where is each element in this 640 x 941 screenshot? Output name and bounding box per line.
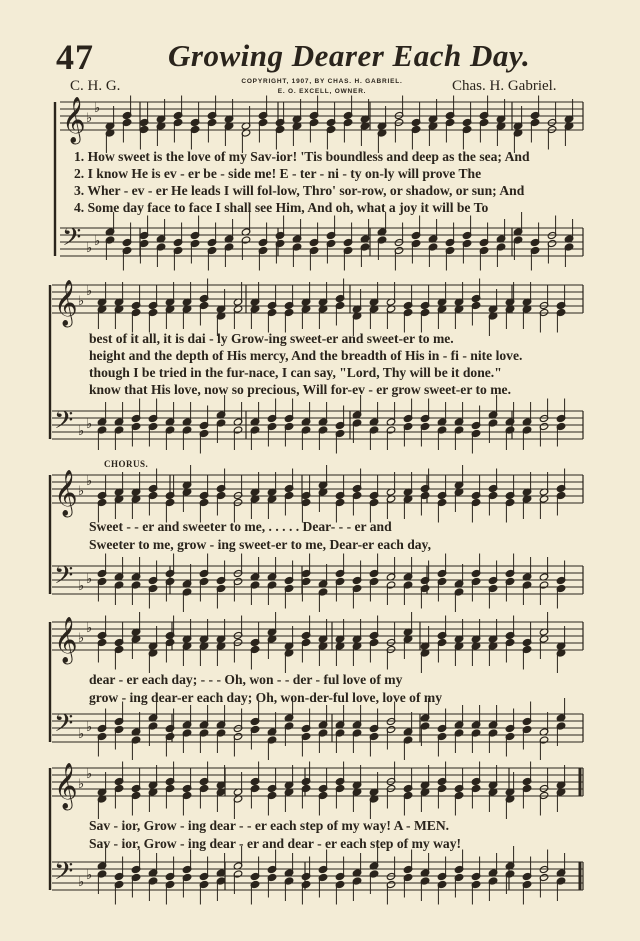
flat-icon: ♭: [78, 777, 85, 792]
bass-clef-icon: 𝄢: [54, 406, 74, 441]
flat-icon: ♭: [86, 767, 93, 782]
verse-1-line-2: best of it all, it is dai - ly Grow-ing sweet-er and sweet-er to me.: [89, 331, 454, 346]
flat-icon: ♭: [78, 727, 85, 742]
treble-clef-icon: 𝄞: [62, 97, 86, 143]
copyright-line-2: E. O. EXCELL, OWNER.: [277, 88, 367, 95]
flat-icon: ♭: [86, 474, 93, 489]
chorus-label: CHORUS.: [104, 459, 149, 469]
chorus-line-1-soprano: Sweet - - er and sweeter to me, . . . . . Dear- - - er and: [89, 519, 392, 534]
verse-2-line-2: height and the depth of His mercy, And the breadth of His in - fi - nite love.: [89, 348, 523, 363]
flat-icon: ♭: [86, 417, 93, 432]
flat-icon: ♭: [78, 579, 85, 594]
flat-icon: ♭: [86, 284, 93, 299]
flat-icon: ♭: [78, 424, 85, 439]
flat-icon: ♭: [86, 621, 93, 636]
bass-clef-icon: 𝄢: [54, 857, 74, 892]
verse-1-line-1: 1. How sweet is the love of my Sav-ior! 'Tis boundless and deep as the sea; And: [74, 149, 530, 164]
hymn-number: 47: [56, 37, 94, 77]
treble-clef-icon: 𝄞: [54, 763, 78, 809]
flat-icon: ♭: [86, 572, 93, 587]
verse-4-line-1: 4. Some day face to face I shall see Him, And oh, what a joy it will be To: [74, 200, 489, 215]
lyricist-credit: C. H. G.: [70, 78, 121, 94]
chorus-line-2-bass: grow - ing dear-er each day; Oh, won-der-ful love, love of my: [89, 690, 443, 705]
chorus-line-2-soprano: dear - er each day; - - - Oh, won - - der - ful love of my: [89, 672, 403, 687]
verse-2-line-1: 2. I know He is ev - er be - side me! E - ter - ni - ty on-ly will prove The: [74, 166, 482, 181]
treble-clef-icon: 𝄞: [54, 470, 78, 516]
bass-clef-icon: 𝄢: [54, 709, 74, 744]
flat-icon: ♭: [86, 720, 93, 735]
composer-credit: Chas. H. Gabriel.: [452, 78, 557, 94]
flat-icon: ♭: [94, 101, 101, 116]
treble-clef-icon: 𝄞: [54, 617, 78, 663]
verse-3-line-1: 3. Wher - ev - er He leads I will fol-low, Thro' sor-row, or shadow, or sun; And: [74, 183, 525, 198]
flat-icon: ♭: [86, 241, 93, 256]
bass-clef-icon: 𝄢: [62, 223, 82, 258]
bass-clef-icon: 𝄢: [54, 561, 74, 596]
chorus-line-3-bass: Sav - ior, Grow - ing dear - er and dear - er each step of my way!: [89, 836, 462, 851]
flat-icon: ♭: [78, 294, 85, 309]
verse-3-line-2: though I be tried in the fur-nace, I can say, "Lord, Thy will be it done.": [89, 365, 502, 380]
verse-4-line-2: know that His love, now so precious, Will for-ev - er grow sweet-er to me.: [89, 382, 511, 397]
flat-icon: ♭: [86, 868, 93, 883]
chorus-line-3-soprano: Sav - ior, Grow - ing dear - - er each step of my way! A - MEN.: [89, 818, 450, 833]
hymn-title: Growing Dearer Each Day.: [168, 38, 531, 73]
treble-clef-icon: 𝄞: [54, 280, 78, 326]
copyright-line-1: COPYRIGHT, 1907, BY CHAS. H. GABRIEL.: [241, 78, 403, 85]
flat-icon: ♭: [78, 631, 85, 646]
flat-icon: ♭: [94, 234, 101, 249]
flat-icon: ♭: [86, 111, 93, 126]
flat-icon: ♭: [78, 484, 85, 499]
chorus-line-1-bass: Sweeter to me, grow - ing sweet-er to me, Dear-er each day,: [89, 537, 431, 552]
flat-icon: ♭: [78, 875, 85, 890]
